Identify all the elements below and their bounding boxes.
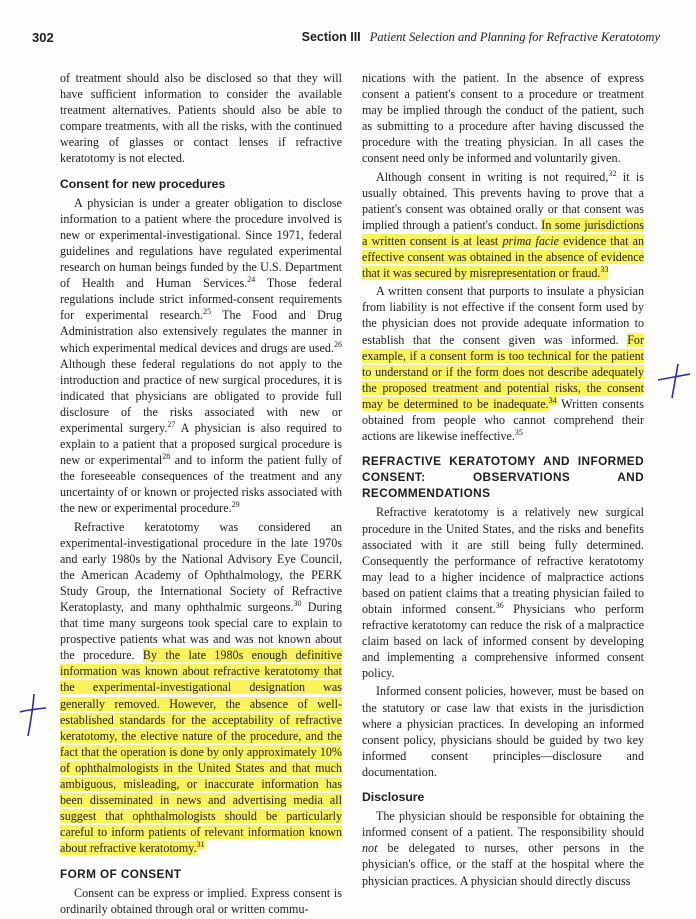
highlighted-text: By the late 1980s enough definitive information was known about refractive keratotomy that the experimental-investigational designation was generally removed. However, the absence of well-established standards for the acceptability of refractive keratotomy, the elective nature of the procedure, and the fact that the operation is done by only approximately 10% of ophthalmologists in the United States and that much ambiguous, misleading, or inaccurate information has been disseminated in news and advertising media all suggest that ophthalmologists should be particularly careful to inform patients of relevant information known about refractive keratotomy. [60,648,342,856]
page-number: 302 [32,30,54,45]
subheading-new-procedures: Consent for new procedures [60,176,226,191]
subheading-form-of-consent: FORM OF CONSENT [60,866,182,881]
margin-pen-mark-right-icon [654,360,694,402]
paragraph: A physician is under a greater obligation to disclose information to a patient where the procedure involved is new or experimental-investigational. Since 1971, federal guidelines and regulations have regulated experimental research on human beings funded by the U.S. Department of Health and Human Services.$^{24}$ Those federal regulations include strict informed-consent requirements for experimental research.$^{25}$ The Food and Drug Administration also extensively regulates the manner in which experimental medical devices and drugs are used.$^{26}$ Although these federal regulations do not apply to the introduction and practice of new surgical procedures, it is indicated that physicians are obligated to provide full disclosure of the risks associated with new or experimental surgery.$^{27}$ A physician is also required to explain to a patient that a proposed surgical procedure is new or experimental$^{28}$ and to inform the patient fully of the foreseeable consequences of the treatment and any uncertainty of or known or projected risks associated with the new or experimental procedure.$^{29}$ [60,195,342,516]
paragraph: A written consent that purports to insulate a physician from liability is not effective if the consent form used by the physician does not provide adequate information to establish that the consent given was informed. For example, if a consent form is too technical for the patient to understand or if the form does not describe adequately the proposed treatment and potential risks, the consent may be determined to be inadequate.$^{34}$ Written consents obtained from people who cannot comprehend their actions are likewise ineffective.$^{35}$ [362,284,644,444]
paragraph: Consent can be express or implied. Express consent is ordinarily obtained through oral or written commu- [60,885,342,916]
running-head [302,30,660,45]
paragraph: of treatment should also be disclosed so that they will have sufficient information to consider the available treatment alternatives. Patients should also be able to compare treatments, with all the risks, with the continued wearing of glasses or contact lenses if refractive keratotomy is not elected. [60,71,342,166]
left-column [60,70,342,919]
highlighted-text: For example, if a consent form is too technical for the patient to understand or if the form does not describe adequately the proposed treatment and potential risks, the consent may be determined to be inadequate. [362,332,644,411]
section-label: Section III [301,30,361,44]
paragraph: Refractive keratotomy is a relatively new surgical procedure in the United States, and the risks and benefits associated with it are still being fully determined. Consequently the performance of refractive keratotomy may lead to a higher incidence of malpractice actions based on patient claims that a treating physician failed to obtain informed consent.$^{36}$ Physicians who perform refractive keratotomy can reduce the risk of a malpractice claim based on lack of informed consent by developing and implementing a comprehensive informed consent policy. [362,505,644,681]
margin-pen-mark-left-icon [14,690,50,740]
paragraph: The physician should be responsible for obtaining the informed consent of a patient. The responsibility should not be delegated to nurses, other persons in the physician's office, or the staff at the hospital where the physician practices. A physician should directly discuss [362,809,644,888]
right-column [362,70,644,891]
subheading-disclosure: Disclosure [362,790,425,805]
section-heading-rk-informed-consent: REFRACTIVE KERATOTOMY AND INFORMED CONSENT: OBSERVATIONS AND RECOMMENDATIONS [362,454,644,501]
highlighted-text: In some jurisdictions a written consent is at least prima facie evidence that an effective consent was obtained in the absence of evidence that it was secured by misrepresentation or fraud.$^{33}$ [362,217,645,281]
paragraph: Although consent in writing is not required,$^{32}$ it is usually obtained. This prevents having to prove that a patient's consent was obtained orally or that consent was implied through a patient's conduct. In some jurisdictions a written consent is at least prima facie evidence that an effective consent was obtained in the absence of evidence that it was secured by misrepresentation or fraud.$^{33}$ [362,168,645,281]
paragraph: Refractive keratotomy was considered an experimental-investigational procedure in the late 1970s and early 1980s by the National Advisory Eye Council, the American Academy of Ophthalmology, the PERK Study Group, the International Society of Refractive Keratoplasty, and many ophthalmic surgeons.$^{30}$ During that time many surgeons took special care to explain to prospective patients what was and was not known about the procedure. By the late 1980s enough definitive information was known about refractive keratotomy that the experimental-investigational designation was generally removed. However, the absence of well-established standards for the acceptability of refractive keratotomy, the elective nature of the procedure, and the fact that the operation is done by only approximately 10% of ophthalmologists in the United States and that much ambiguous, misleading, or inaccurate information has been disseminated in news and advertising media all suggest that ophthalmologists should be particularly careful to inform patients of relevant information known about refractive keratotomy.$^{31}$ [60,519,342,856]
chapter-title: Patient Selection and Planning for Refractive Keratotomy [369,30,660,44]
paragraph: nications with the patient. In the absence of express consent a patient's consent to a procedure or treatment may be implied through the conduct of the patient, such as submitting to a procedure after having discussed the procedure with the treating physician. In all cases the consent need only be informed and voluntarily given. [362,71,644,166]
paragraph: Informed consent policies, however, must be based on the statutory or case law that exists in the jurisdiction where a physician practices. In developing an informed consent policy, physicians should be guided by two key informed consent principles—disclosure and documentation. [362,684,644,779]
